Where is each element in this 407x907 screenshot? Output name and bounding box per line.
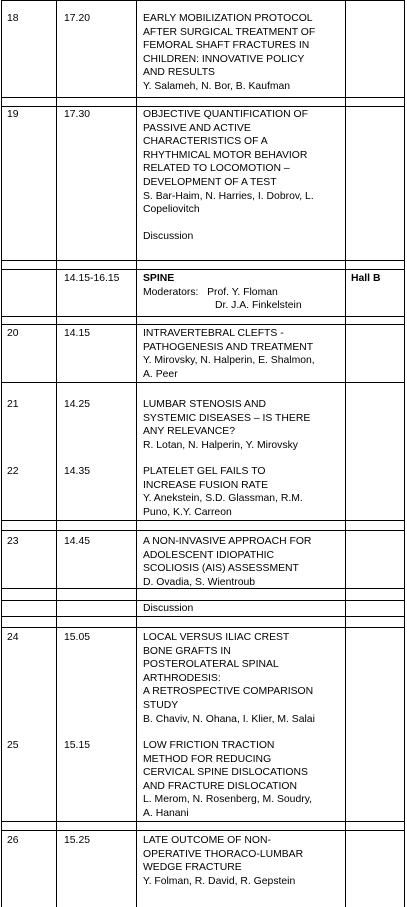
paper-number: 26 [7,835,19,846]
paper-time: 15.15 [64,740,91,751]
session-title: SPINE [143,273,175,284]
row-divider [1,530,405,531]
row-divider [1,627,405,628]
paper-authors: Y. Folman, R. David, R. Gepstein [143,875,296,887]
paper-number: 18 [7,13,19,24]
row-divider [1,382,405,383]
row-divider [1,0,405,1]
paper-authors: Copeliovitch [143,204,200,216]
paper-time: 14.35 [64,466,91,477]
row-divider [1,821,405,822]
hall-label: Hall B [351,273,381,284]
row-divider [1,520,405,521]
paper-title: LOCAL VERSUS ILIAC CREST BONE GRAFTS IN POSTEROLATERAL SPINAL ARTHRODESIS: A RETROSPECTIVE COMPARISON STUDY B. Chaviv, N. Ohana, I. Klier, M. Salai [143,631,343,726]
paper-title: LUMBAR STENOSIS AND SYSTEMIC DISEASES – IS THERE ANY RELEVANCE? R. Lotan, N. Halperin, Y. Mirovsky [143,398,343,452]
moderators-label: Moderators: [143,286,199,298]
row-divider [1,600,405,601]
paper-number: 21 [7,399,19,410]
row-divider [1,616,405,617]
row-divider [1,106,405,107]
row-divider [1,830,405,831]
moderator-name: Prof. Y. Floman [207,286,278,298]
paper-number: 19 [7,109,19,120]
paper-title: OBJECTIVE QUANTIFICATION OF PASSIVE AND ACTIVE CHARACTERISTICS OF A RHYTHMICAL MOTOR BEHAVIOR RELATED TO LOCOMOTION – DEVELOPMENT OF A TEST S. Bar-Haim, N. Harries, I. Dobrov, L. Copeliovitch Discussion [143,108,343,244]
paper-title: INTRAVERTEBRAL CLEFTS - PATHOGENESIS AND TREATMENT Y. Mirovsky, N. Halperin, E. Shalmon, A. Peer [143,327,343,381]
paper-authors: A. Hanani [143,807,189,819]
discussion-label: Discussion [143,603,194,614]
paper-authors: Y. Anekstein, S.D. Glassman, R.M. [143,493,303,505]
paper-title: A NON-INVASIVE APPROACH FOR ADOLESCENT IDIOPATHIC SCOLIOSIS (AIS) ASSESSMENT D. Ovadia, S. Wientroub [143,535,343,589]
row-divider [1,316,405,317]
paper-number: 22 [7,466,19,477]
paper-number: 23 [7,536,19,547]
row-divider [1,324,405,325]
column-divider [136,0,137,907]
column-divider [56,0,57,907]
paper-authors: A. Peer [143,368,178,380]
paper-time: 17.30 [64,109,91,120]
paper-number: 25 [7,740,19,751]
paper-time: 17.20 [64,13,91,24]
paper-authors: L. Merom, N. Rosenberg, M. Soudry, [143,794,313,806]
paper-time: 15.05 [64,632,91,643]
paper-time: 15.25 [64,835,91,846]
moderators [143,286,343,300]
row-divider [1,97,405,98]
paper-authors: Y. Salameh, N. Bor, B. Kaufman [143,80,291,92]
row-divider [1,260,405,261]
column-divider [345,0,346,907]
paper-authors: B. Chaviv, N. Ohana, I. Klier, M. Salai [143,713,315,725]
paper-title: EARLY MOBILIZATION PROTOCOL AFTER SURGICAL TREATMENT OF FEMORAL SHAFT FRACTURES IN CHILDREN: INNOVATIVE POLICY AND RESULTS Y. Salameh, N. Bor, B. Kaufman [143,12,343,94]
paper-time: 14.25 [64,399,91,410]
paper-authors: S. Bar-Haim, N. Harries, I. Dobrov, L. [143,190,314,202]
paper-authors: D. Ovadia, S. Wientroub [143,576,256,588]
moderator-name: Dr. J.A. Finkelstein [215,300,302,312]
row-divider [1,269,405,270]
paper-title: PLATELET GEL FAILS TO INCREASE FUSION RATE Y. Anekstein, S.D. Glassman, R.M. Puno, K.Y. Carreon [143,465,343,519]
paper-number: 20 [7,328,19,339]
paper-number: 24 [7,632,19,643]
paper-authors: R. Lotan, N. Halperin, Y. Mirovsky [143,439,298,451]
paper-authors: Y. Mirovsky, N. Halperin, E. Shalmon, [143,355,315,367]
paper-title: LOW FRICTION TRACTION METHOD FOR REDUCING CERVICAL SPINE DISLOCATIONS AND FRACTURE DISLOCATION L. Merom, N. Rosenberg, M. Soudry, A. Hanani [143,739,343,821]
paper-title: LATE OUTCOME OF NON- OPERATIVE THORACO-LUMBAR WEDGE FRACTURE Y. Folman, R. David, R. Gepstein [143,834,343,888]
discussion-label: Discussion [143,231,194,243]
session-info [143,272,343,313]
session-time: 14.15-16.15 [64,273,120,284]
paper-authors: Puno, K.Y. Carreon [143,506,232,518]
paper-time: 14.45 [64,536,91,547]
paper-time: 14.15 [64,328,91,339]
